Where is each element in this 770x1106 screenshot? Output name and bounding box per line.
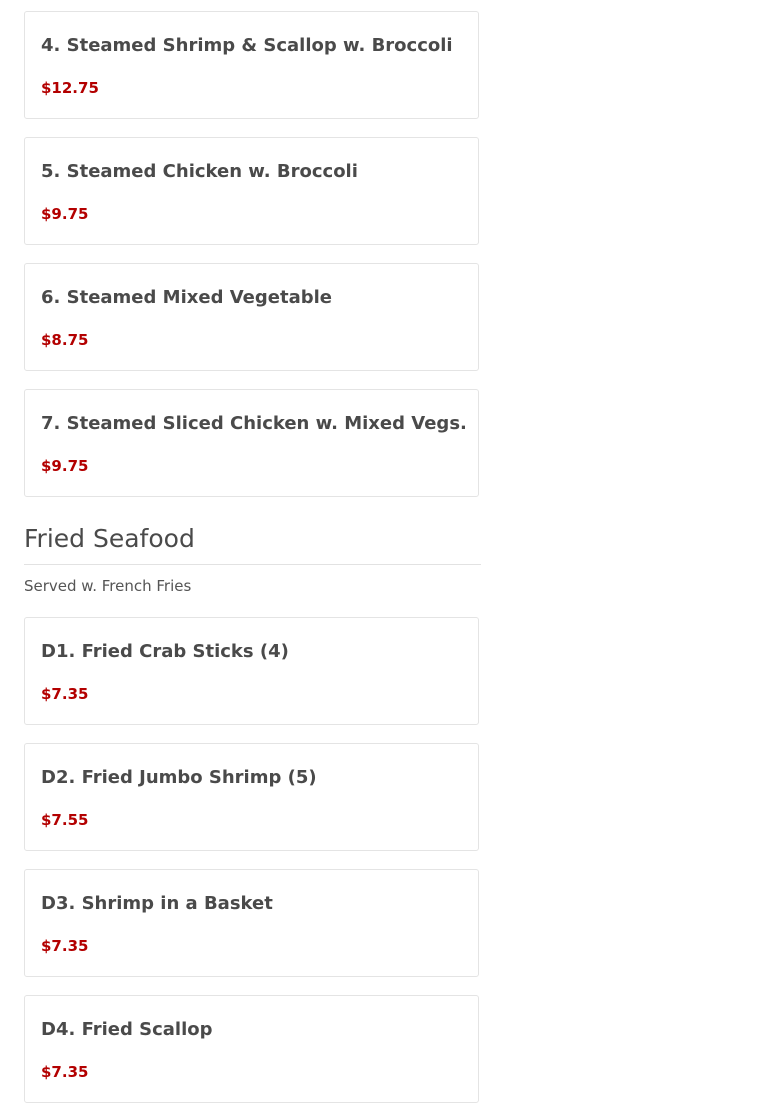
- menu-item-name: D4. Fried Scallop: [41, 1019, 213, 1040]
- menu-item-price: $9.75: [41, 205, 89, 223]
- menu-item-name: 5. Steamed Chicken w. Broccoli: [41, 161, 358, 182]
- menu-item-name: 6. Steamed Mixed Vegetable: [41, 287, 332, 308]
- menu-item-card[interactable]: [24, 389, 479, 497]
- menu-item-card[interactable]: [24, 617, 479, 725]
- menu-item-name: D1. Fried Crab Sticks (4): [41, 641, 289, 662]
- menu-item-price: $7.35: [41, 1063, 89, 1081]
- menu-item-card[interactable]: [24, 743, 479, 851]
- menu-item-card[interactable]: [24, 995, 479, 1103]
- menu-item-price: $8.75: [41, 331, 89, 349]
- section-title: Fried Seafood: [24, 524, 195, 553]
- menu-item-card[interactable]: [24, 11, 479, 119]
- menu-item-name: D3. Shrimp in a Basket: [41, 893, 273, 914]
- menu-item-price: $7.35: [41, 685, 89, 703]
- menu-item-price: $12.75: [41, 79, 99, 97]
- section-divider: [24, 564, 481, 565]
- menu-item-price: $7.35: [41, 937, 89, 955]
- menu-item-card[interactable]: [24, 263, 479, 371]
- menu-item-name: D2. Fried Jumbo Shrimp (5): [41, 767, 317, 788]
- menu-item-card[interactable]: [24, 137, 479, 245]
- menu-item-price: $9.75: [41, 457, 89, 475]
- menu-item-price: $7.55: [41, 811, 89, 829]
- section-description: Served w. French Fries: [24, 577, 192, 595]
- menu-item-card[interactable]: [24, 869, 479, 977]
- menu-item-name: 4. Steamed Shrimp & Scallop w. Broccoli: [41, 35, 453, 56]
- menu-item-name: 7. Steamed Sliced Chicken w. Mixed Vegs.: [41, 413, 467, 434]
